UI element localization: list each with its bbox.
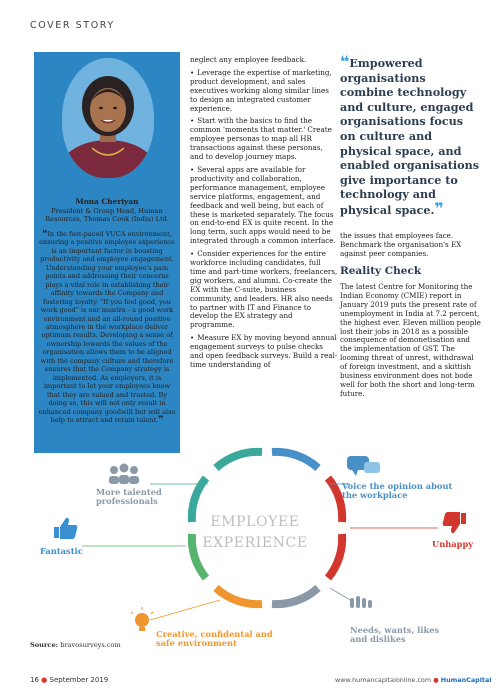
bullet-icon: • (190, 164, 195, 174)
ring-segment-grey (272, 588, 318, 604)
bullet-text: Several apps are available for productivity and collaboration, performance management, employee service platforms, engagement, and feedback and well being, but each of these is marketed separately. The focus on end-to-end EX is quite recent. In the long term, such apps would need to be integrated through a common interface. (190, 164, 336, 246)
pull-quote-text: Empowered organisations combine technology and culture, engaged organisations focus on culture and physical space, and enabled organisations give importance to technology and physical space. (340, 56, 480, 217)
footer-left (30, 676, 108, 684)
thumbs-up-icon (54, 518, 77, 539)
pull-open-quote-icon: ❝ (340, 52, 350, 71)
lightbulb-icon (131, 607, 153, 631)
bullet-text: Leverage the expertise of marketing, product development, and sales executives working along similar lines to design an integrated customer experience. (190, 67, 332, 113)
label-unhappy: Unhappy (432, 539, 474, 549)
ring-segment-red (328, 478, 342, 522)
center-title-line-1: EMPLOYEE (210, 514, 300, 530)
ring-segment-orange (216, 588, 262, 604)
open-quote-icon: ❝ (42, 229, 48, 239)
people-group-icon (109, 464, 139, 485)
center-title-line-2: EXPERIENCE (202, 535, 308, 551)
middle-lead: neglect any employee feedback. (190, 55, 307, 64)
bullet-item (190, 166, 338, 246)
diagram-center-title (190, 512, 320, 554)
label-needs: Needs, wants, likes and dislikes (350, 625, 440, 644)
right-paragraph-2: The latest Centre for Monitoring the Indian Economy (CMIE) report in January 2019 puts the present rate of unemployment in India at 7.2 percent, the highest ever. Eleven million people lost their jobs in 2018 as a possible consequence of demonetisation and the implementation of GST. The looming threat of unrest, withdrawal of foreign investment, and a skittish business environment does not bode well for both the short and long-term future. (340, 282, 481, 398)
page-number: 16 (30, 676, 39, 684)
label-creative: Creative, confidental and safe environment (156, 629, 273, 648)
hands-group-icon (350, 596, 372, 608)
speech-bubble-icon (347, 456, 380, 476)
bullet-icon: • (190, 116, 195, 126)
source-note (30, 641, 121, 649)
profile-photo (62, 58, 154, 178)
close-quote-icon: ❞ (158, 414, 164, 425)
ring-segment-teal (216, 452, 262, 468)
label-more-talented: More talented professionals (96, 487, 162, 506)
pull-close-quote-icon: ❞ (434, 198, 444, 218)
bullet-icon: • (190, 67, 195, 77)
profile-quote-text: In the fast-paced VUCA environment, ensuring a positive employee experience is an important factor in boosting productivity and employee engagement. Understanding your employee's pain points and addressing their concerns plays a vital role in establishing their affinity towards the Company and fostering loyalty. "If you feel good, you work good" is our mantra - a good work environment and an all-round positive atmosphere in the workplace deliver optimum results. Developing a sense of ownership towards the values of the organisation allows them to be aligned with the company culture and therefore ensures that the Company strategy is implemented. As employers, it is important to let your employees know that they are valued and trusted. By doing so, this will not only result in enhanced company goodwill but will also help to attract and retain talent. (38, 230, 176, 424)
bullet-text: Consider experiences for the entire workforce including candidates, full time and part-time workers, freelancers, gig workers, and alumni. Co-create the EX with the C-suite, business community, and leaders. HR also needs to partner with IT and Finance to develop the EX strategy and programme. (190, 249, 338, 330)
brand-logo: HumanCapital (440, 676, 492, 684)
profile-title: President & Group Head, Human Resources, Thomas Cook (India) Ltd. (45, 207, 169, 223)
label-voice-opinion: Voice the opinion about the workplace (342, 481, 453, 500)
bullet-text: Start with the basics to find the common 'moments that matter.' Create employee personas to map all HR transactions against these personas, and to develop journey maps. (190, 116, 332, 162)
portrait-image (62, 58, 154, 178)
pull-quote (340, 52, 482, 218)
bullet-item (190, 117, 338, 162)
separator-dot-icon: ● (433, 676, 439, 684)
bullet-item (190, 69, 338, 114)
middle-column (190, 56, 338, 374)
thumbs-down-icon (443, 512, 466, 533)
bullet-icon: • (190, 249, 195, 259)
bullet-text: Measure EX by moving beyond annual engagement surveys to pulse checks and open feedback surveys. Build a real-time understanding of (190, 333, 338, 369)
footer-right (335, 676, 491, 684)
ring-segment-blue (272, 452, 318, 468)
separator-dot-icon: ● (41, 676, 48, 684)
section-heading: Reality Check (340, 265, 422, 277)
issue-date: September 2019 (49, 676, 109, 684)
source-label: Source: (30, 641, 59, 649)
right-paragraph-1: the issues that employees face. Benchmark the organisation's EX against peer companies. (340, 231, 462, 258)
bullet-item (190, 250, 338, 330)
profile-name: Mona Cheriyan (75, 197, 139, 206)
source-value: bravosurveys.com (60, 641, 121, 649)
label-fantastic: Fantastic (40, 546, 83, 556)
bullet-icon: • (190, 333, 195, 343)
footer-url[interactable]: www.humancapitalonline.com (335, 676, 432, 684)
ring-segment-red-2 (328, 534, 342, 578)
profile-quote (37, 230, 177, 424)
bullet-item (190, 334, 338, 370)
section-kicker: COVER STORY (30, 20, 115, 31)
